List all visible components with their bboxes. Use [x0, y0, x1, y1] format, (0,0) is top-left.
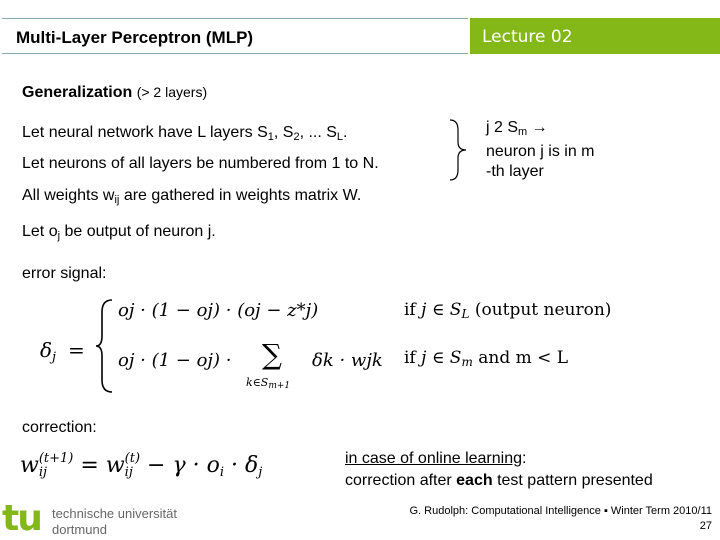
corr-lhs-scripts — [39, 452, 74, 480]
online-note-line1 — [345, 448, 653, 470]
case2-tail: δk · wjk — [312, 350, 383, 371]
side-note-line3: -th layer — [486, 163, 544, 180]
title-bar — [2, 18, 468, 54]
layers-text-c: , ... S — [299, 124, 337, 141]
side-note-line2: neuron j is in m — [486, 143, 595, 160]
case2-cond-tail: and m < L — [478, 348, 569, 368]
case2-condition — [404, 348, 568, 369]
case2-cond: j ∈ S — [421, 348, 462, 368]
case2-if: if — [404, 348, 416, 368]
corr-rest: − γ · o — [147, 453, 220, 478]
online-line2-b: test pattern presented — [492, 472, 653, 489]
case2-expression: oj · (1 − oj) · — [118, 350, 232, 371]
corr-lhs: w — [20, 453, 39, 478]
logo-line2: dortmund — [52, 522, 107, 537]
layers-sub-1: 1 — [267, 131, 274, 143]
layers-text-d: . — [343, 124, 348, 141]
sum-subscript — [246, 376, 290, 391]
sum-subsub: m+1 — [268, 381, 291, 391]
layers-sub-3: L — [336, 131, 344, 143]
slide-title: Multi-Layer Perceptron (MLP) — [16, 28, 254, 47]
corr-eq: = — [80, 453, 99, 478]
correction-label: correction: — [22, 419, 97, 436]
delta-sub: j — [52, 350, 57, 365]
case1-cond-sub: L — [461, 307, 470, 321]
generalization-heading — [22, 84, 207, 102]
lecture-label: Lecture 02 — [482, 27, 573, 47]
sum-symbol: ∑ — [262, 338, 282, 371]
delta-equals: = — [68, 338, 85, 362]
online-underlined: in case of online learning — [345, 450, 523, 467]
generalization-paren: (> 2 layers) — [136, 84, 208, 100]
corr-lhs-sup: (t+1) — [38, 451, 74, 466]
logo-tu: tu — [2, 498, 41, 539]
layers-sub-2: 2 — [293, 131, 300, 143]
case1-note: (output neuron) — [474, 300, 612, 320]
output-text-b: be output of neuron j. — [60, 223, 216, 240]
corr-dot: · δ — [224, 453, 259, 478]
right-brace-icon — [448, 118, 472, 182]
online-colon: : — [522, 450, 527, 467]
weights-text-b: are gathered in weights matrix W. — [119, 187, 362, 204]
side-note-b: → — [527, 119, 548, 136]
footer-credit: G. Rudolph: Computational Intelligence ▪ Winter Term 2010/11 — [409, 505, 712, 517]
weights-sub: ij — [114, 194, 120, 206]
case1-if: if — [404, 300, 416, 320]
corr-lhs-sub: ij — [38, 465, 48, 480]
online-note — [345, 448, 653, 492]
footer-credit-block — [410, 504, 713, 534]
generalization-bold: Generalization — [22, 84, 133, 101]
delta-symbol: δ — [40, 338, 53, 362]
weights-line — [22, 187, 361, 206]
online-line2-bold: each — [456, 472, 493, 489]
case1-expression: oj · (1 − oj) · (oj − z*j) — [118, 300, 319, 321]
numbering-line: Let neurons of all layers be numbered from 1 to N. — [22, 155, 379, 172]
corr-rest-sub: i — [219, 465, 225, 480]
logo-line1: technische universität — [52, 506, 178, 521]
weights-text-a: All weights w — [22, 187, 115, 204]
output-sub: j — [57, 230, 61, 242]
layers-text-a: Let neural network have L layers S — [22, 124, 268, 141]
lecture-badge — [470, 18, 720, 54]
online-line2-a: correction after — [345, 472, 457, 489]
left-brace-icon — [94, 298, 114, 394]
corr-rhs: w — [105, 453, 125, 478]
tu-dortmund-logo — [2, 498, 192, 540]
delta-lhs — [40, 338, 56, 365]
corr-rhs-sub: ij — [124, 465, 133, 480]
online-note-line2 — [345, 470, 653, 492]
correction-formula — [20, 452, 262, 480]
case2-cond-sub: m — [461, 355, 473, 369]
corr-rhs-scripts — [125, 452, 140, 480]
error-signal-label: error signal: — [22, 265, 107, 282]
side-note-a: j 2 S — [486, 119, 519, 136]
slide-header — [0, 14, 720, 58]
layers-text-b: , S — [273, 124, 294, 141]
side-note-sub: m — [518, 126, 528, 138]
sum-sub: k∈S — [246, 376, 269, 389]
case1-condition — [404, 300, 611, 321]
side-note — [486, 118, 595, 182]
output-text-a: Let o — [22, 223, 58, 240]
page-number: 27 — [699, 520, 712, 532]
layers-line — [22, 124, 348, 143]
case1-cond: j ∈ S — [421, 300, 462, 320]
corr-dot-sub: j — [258, 465, 263, 480]
output-line — [22, 223, 216, 242]
side-note-line1 — [486, 118, 595, 142]
corr-rhs-sup: (t) — [124, 451, 141, 466]
